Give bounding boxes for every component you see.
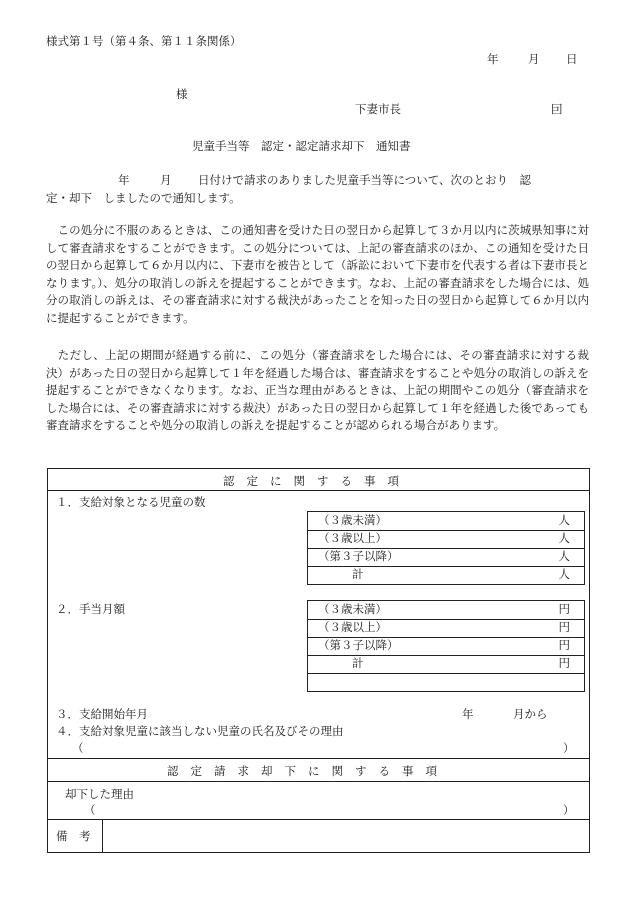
rejection-open-paren: （ xyxy=(84,803,96,817)
child-count-unit: 人 xyxy=(558,513,570,527)
item4-open-paren: （ xyxy=(72,741,84,755)
start-year-label: 年 xyxy=(462,707,474,721)
appeal-notice-paragraph-2: ただし、上記の期間が経過する前に、この処分（審査請求をした場合には、その審査請求に対する裁決）があった日の翌日から起算して１年を経過した場合は、審査請求をすることや処分の取消しの訴えを提起することができなくなります。なお、正当な理由があるときは、上記の期間やこの処分（審査請求をした場合には、その審査請求に対する裁決）があった日の翌日から起算して１年を経過した後であっても審査請求をすることや処分の取消しの訴えを提起することが認められる場合があります。 xyxy=(46,348,589,433)
date-day-label: 日 xyxy=(566,52,578,66)
child-count-row-label: （第３子以降） xyxy=(318,549,399,563)
intro-line-2: 定・却下 しましたので通知します。 xyxy=(46,191,241,205)
remarks-label: 備 考 xyxy=(56,829,91,843)
intro-month-label: 月 xyxy=(160,173,172,187)
child-count-row-label: （３歳未満） xyxy=(318,513,387,527)
allowance-unit: 円 xyxy=(558,638,570,652)
issuer-name: 下妻市長 xyxy=(355,102,401,116)
form-number: 様式第１号（第４条、第１１条関係） xyxy=(46,34,242,48)
allowance-row-label: （３歳以上） xyxy=(318,620,387,634)
item4-close-paren: ） xyxy=(563,741,575,755)
allowance-total-label: 計 xyxy=(352,656,364,670)
item3-label: ３．支給開始年月 xyxy=(56,707,148,721)
rejection-reason-label: 却下した理由 xyxy=(65,787,134,801)
allowance-row-label: （３歳未満） xyxy=(318,602,387,616)
child-count-row-label: （３歳以上） xyxy=(318,531,387,545)
allowance-row-label: （第３子以降） xyxy=(318,638,399,652)
item1-label: １．支給対象となる児童の数 xyxy=(56,495,206,509)
child-count-box xyxy=(307,511,585,585)
monthly-allowance-box xyxy=(307,600,585,692)
date-year-label: 年 xyxy=(487,52,499,66)
child-count-unit: 人 xyxy=(558,549,570,563)
addressee-suffix: 様 xyxy=(176,87,188,101)
intro-year-label: 年 xyxy=(118,173,130,187)
date-month-label: 月 xyxy=(528,52,540,66)
rejection-close-paren: ） xyxy=(563,803,575,817)
item2-label: ２．手当月額 xyxy=(56,602,125,616)
document-title: 児童手当等 認定・認定請求却下 通知書 xyxy=(192,139,411,153)
approval-section-heading: 認定に関する事項 xyxy=(223,474,411,488)
seal-mark: 囙 xyxy=(551,102,563,116)
child-count-total-label: 計 xyxy=(352,567,364,581)
allowance-unit: 円 xyxy=(558,656,570,670)
appeal-notice-paragraph-1: この処分に不服のあるときは、この通知書を受けた日の翌日から起算して３か月以内に茨城県知事に対して審査請求をすることができます。この処分については、上記の審査請求のほか、この通知を受けた日の翌日から起算して６か月以内に、下妻市を被告として（訴訟において下妻市を代表する者は下妻市長となります。）、処分の取消しの訴えを提起することができます。なお、上記の審査請求をした場合には、処分の取消しの訴えは、その審査請求に対する裁決があったことを知った日の翌日から起算して６か月以内に提起することができます。 xyxy=(46,223,589,325)
approval-form-table xyxy=(47,468,590,853)
allowance-unit: 円 xyxy=(558,620,570,634)
child-count-unit: 人 xyxy=(558,567,570,581)
child-count-unit: 人 xyxy=(558,531,570,545)
intro-line-1: 日付けで請求のありました児童手当等について、次のとおり 認 xyxy=(198,173,532,187)
rejection-section-heading: 認定請求却下に関する事項 xyxy=(167,764,449,778)
allowance-unit: 円 xyxy=(558,602,570,616)
start-month-label: 月から xyxy=(513,707,548,721)
item4-label: ４．支給対象児童に該当しない児童の氏名及びその理由 xyxy=(56,724,344,738)
